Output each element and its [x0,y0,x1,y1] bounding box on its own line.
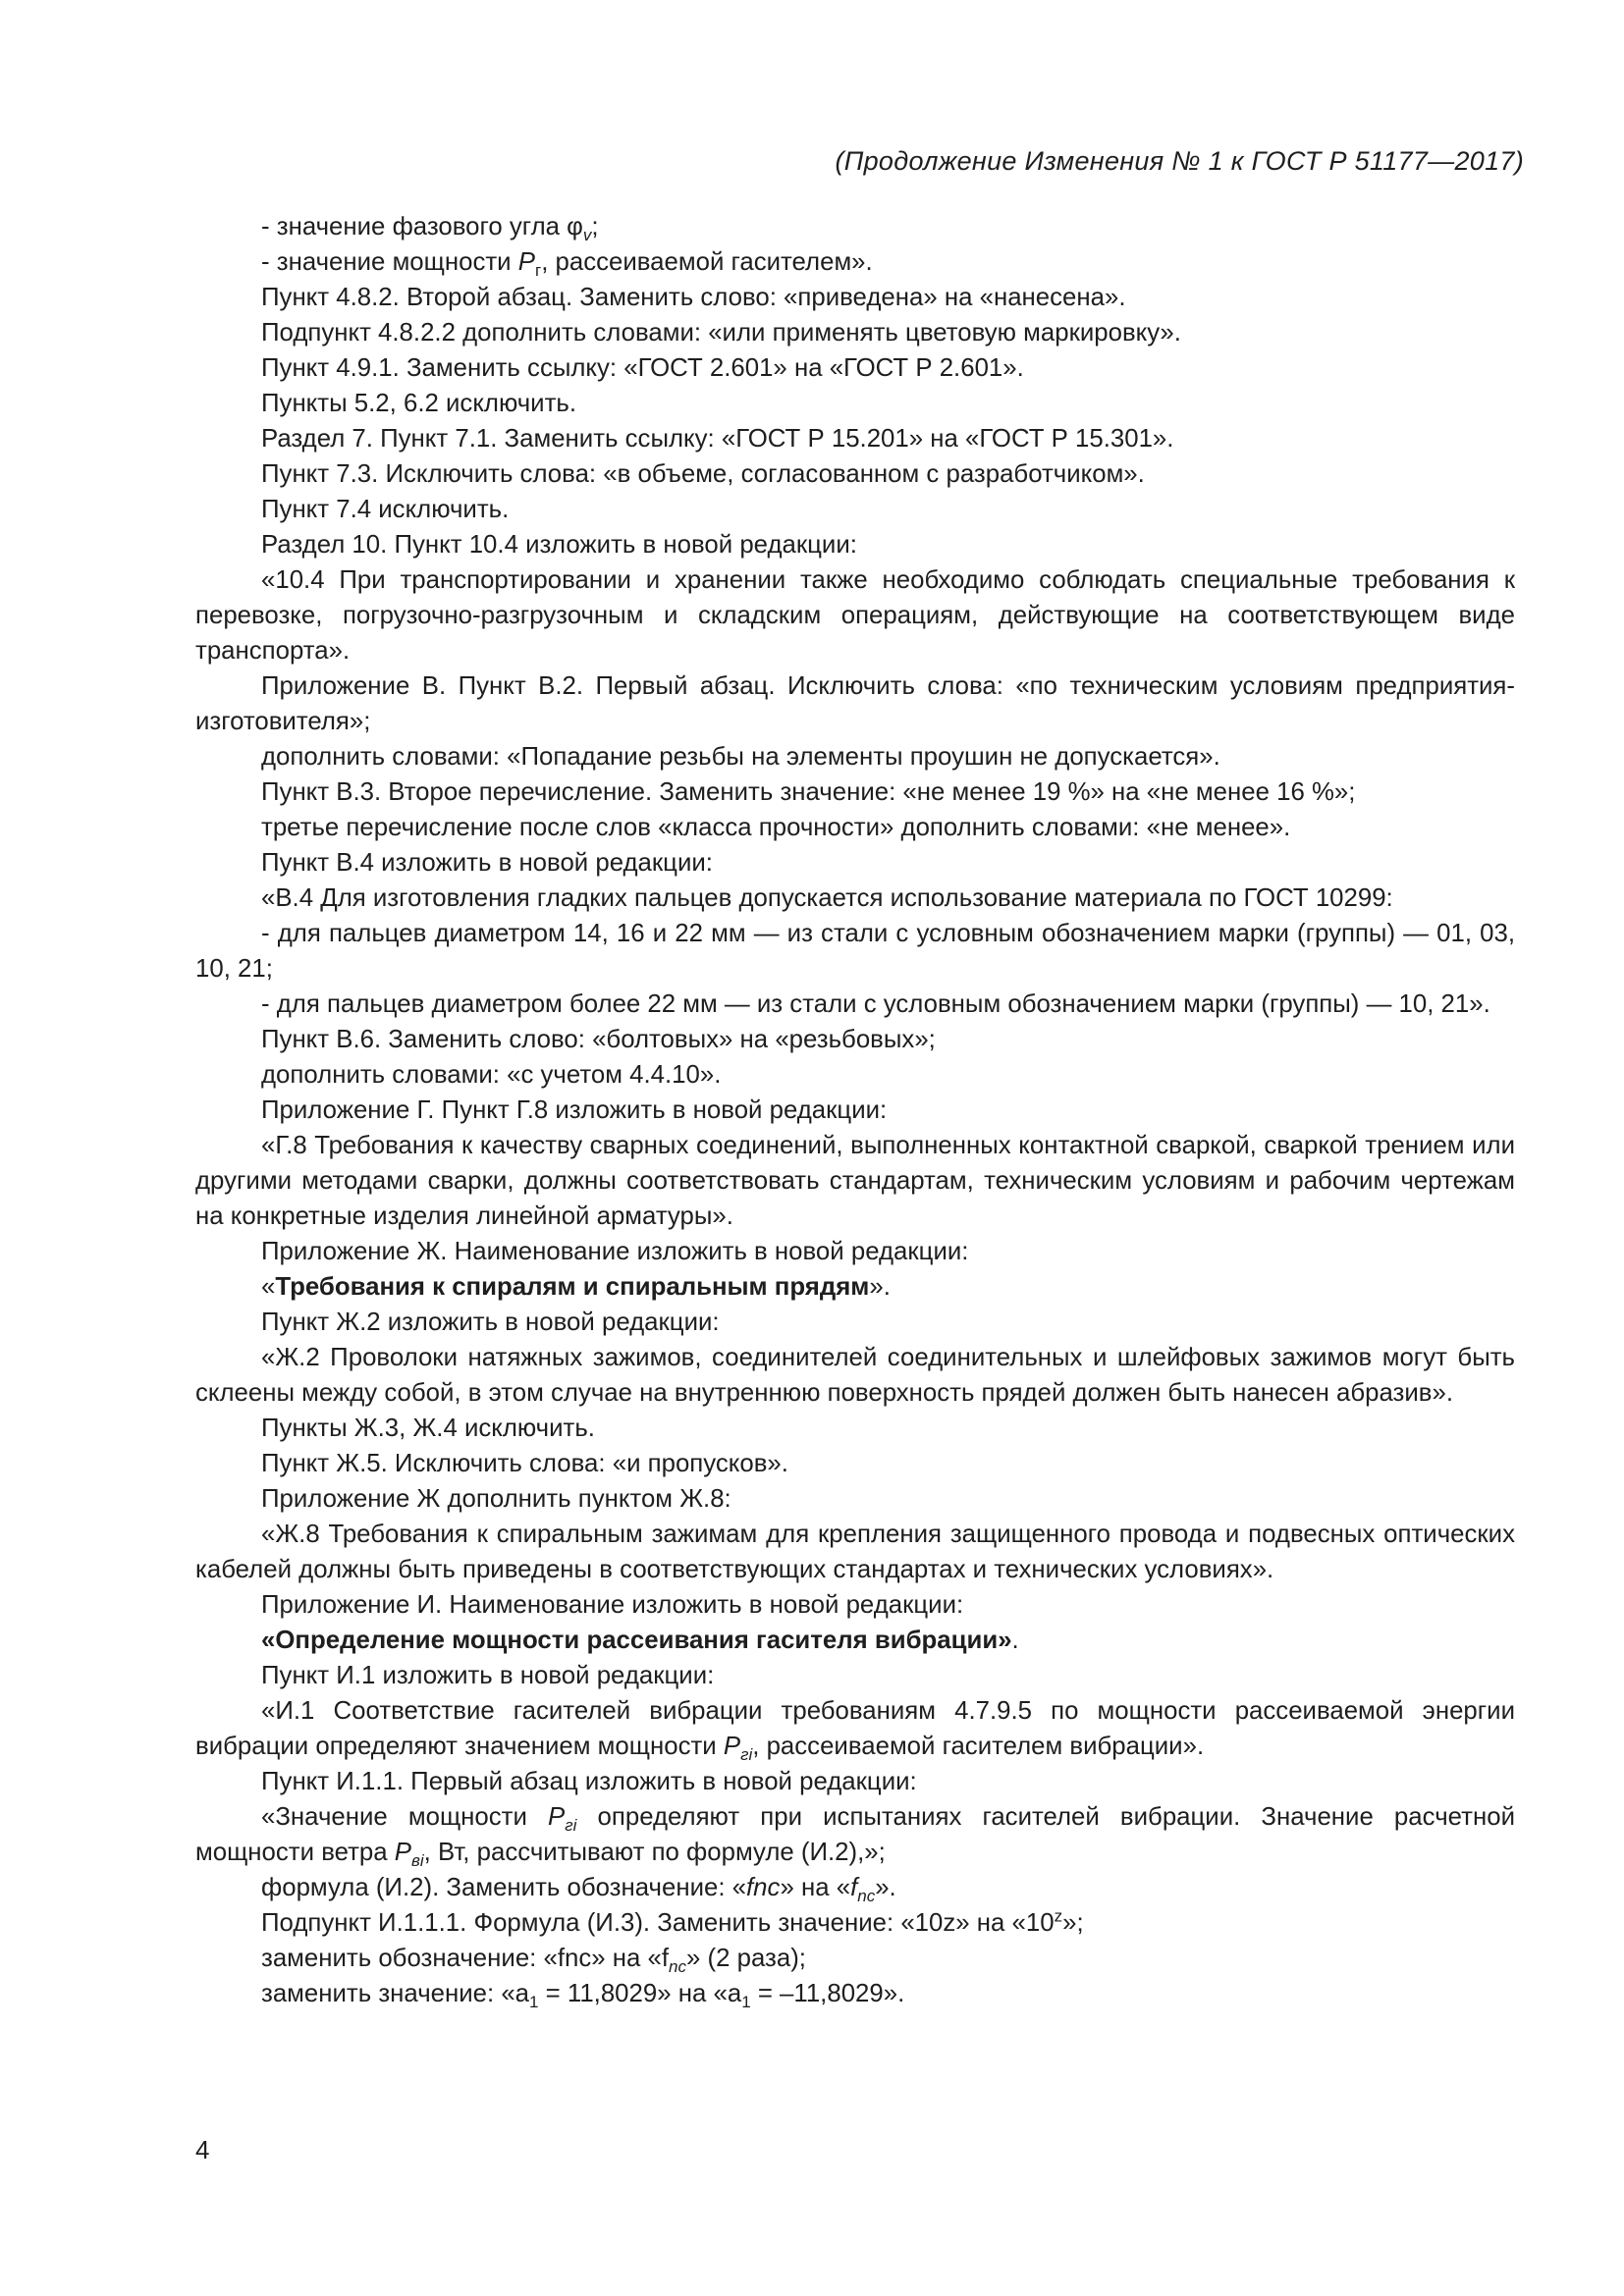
paragraph: «Определение мощности рассеивания гасителя вибрации». [261,1627,1019,1654]
paragraph: Подпункт И.1.1.1. Формула (И.3). Заменить значение: «10z» на «10$^z$»; [261,1906,1084,1937]
paragraph: Пункт И.1.1. Первый абзац изложить в новой редакции: [261,1768,917,1795]
paragraph: Пункт 4.8.2. Второй абзац. Заменить слово: «приведена» на «нанесена». [261,284,1126,311]
paragraph: - значение мощности $P_г$, рассеиваемой гасителем». [261,248,873,281]
paragraph: Приложение В. Пункт В.2. Первый абзац. Исключить слова: «по техническим условиям предприятия-изготовителя»; [195,672,1515,735]
paragraph: «И.1 Соответствие гасителей вибрации требованиям 4.7.9.5 по мощности рассеиваемой энергии вибрации определяют значением мощности $P_{гi}$, рассеиваемой гасителем вибрации». [195,1697,1515,1765]
document-body [195,209,1515,2011]
paragraph: Пункт 7.3. Исключить слова: «в объеме, согласованном с разработчиком». [261,460,1145,488]
paragraph: «Требования к спиралям и спиральным прядям». [261,1273,891,1301]
paragraph: Приложение Г. Пункт Г.8 изложить в новой редакции: [261,1096,888,1124]
paragraph: «Ж.2 Проволоки натяжных зажимов, соединителей соединительных и шлейфовых зажимов могут быть склеены между собой, в этом случае на внутреннюю поверхность прядей должен быть нанесен абразив». [195,1344,1515,1407]
paragraph: Раздел 10. Пункт 10.4 изложить в новой редакции: [261,531,857,559]
paragraph: «10.4 При транспортировании и хранении также необходимо соблюдать специальные требования к перевозке, погрузочно-разгрузочным и складским операциям, действующие на соответствующем виде транспорта». [195,566,1515,665]
paragraph: Пункт В.4 изложить в новой редакции: [261,849,713,877]
paragraph: заменить обозначение: «fnc» на «$f_{nc}$» (2 раза); [261,1945,806,1977]
paragraph: дополнить словами: «с учетом 4.4.10». [261,1061,722,1089]
paragraph: третье перечисление после слов «класса прочности» дополнить словами: «не менее». [261,814,1291,841]
paragraph: «Ж.8 Требования к спиральным зажимам для крепления защищенного провода и подвесных оптических кабелей должны быть приведены в соответствующих стандартах и технических условиях». [195,1521,1515,1583]
paragraph: Пункты 5.2, 6.2 исключить. [261,390,576,417]
paragraph: «Значение мощности $P_{гi}$ определяют при испытаниях гасителей вибрации. Значение расчетной мощности ветра $P_{вi}$, Вт, рассчитывают по формуле (И.2),»; [195,1803,1515,1871]
paragraph: Пункт И.1 изложить в новой редакции: [261,1662,715,1689]
paragraph: дополнить словами: «Попадание резьбы на элементы проушин не допускается». [261,743,1220,771]
running-title: (Продолжение Изменения № 1 к ГОСТ Р 51177—2017) [835,146,1524,176]
paragraph: Приложение И. Наименование изложить в новой редакции: [261,1591,964,1619]
paragraph: формула (И.2). Заменить обозначение: «fnc» на «$f_{nc}$». [261,1874,896,1906]
paragraph: Пункт 7.4 исключить. [261,496,510,523]
paragraph: - значение фазового угла $\varphi_v$; [261,213,599,245]
paragraph: Пункты Ж.3, Ж.4 исключить. [261,1415,595,1442]
paragraph: - для пальцев диаметром более 22 мм — из стали с условным обозначением марки (группы) — 10, 21». [261,990,1490,1018]
paragraph: «В.4 Для изготовления гладких пальцев допускается использование материала по ГОСТ 10299: [261,884,1393,912]
paragraph: Приложение Ж дополнить пунктом Ж.8: [261,1485,731,1513]
paragraph: «Г.8 Требования к качеству сварных соединений, выполненных контактной сваркой, сваркой трением или другими методами сварки, должны соответствовать стандартам, техническим условиям и рабочим чертежам на конкретные изделия линейной арматуры». [195,1132,1515,1230]
paragraph: Раздел 7. Пункт 7.1. Заменить ссылку: «ГОСТ Р 15.201» на «ГОСТ Р 15.301». [261,425,1174,453]
paragraph: Пункт Ж.5. Исключить слова: «и пропусков». [261,1450,788,1477]
page-number: 4 [195,2135,210,2164]
paragraph: Пункт 4.9.1. Заменить ссылку: «ГОСТ 2.601» на «ГОСТ Р 2.601». [261,354,1024,382]
paragraph: Приложение Ж. Наименование изложить в новой редакции: [261,1238,969,1265]
paragraph: Пункт В.6. Заменить слово: «болтовых» на «резьбовых»; [261,1026,936,1053]
paragraph: Пункт Ж.2 изложить в новой редакции: [261,1308,720,1336]
paragraph: Подпункт 4.8.2.2 дополнить словами: «или применять цветовую маркировку». [261,319,1181,347]
paragraph: заменить значение: «$a_1 = 11,8029$» на «$a_1 = -11,8029$». [261,1980,905,2012]
paragraph: - для пальцев диаметром 14, 16 и 22 мм — из стали с условным обозначением марки (группы) — 01, 03, 10, 21; [195,920,1515,983]
paragraph: Пункт В.3. Второе перечисление. Заменить значение: «не менее 19 %» на «не менее 16 %»; [261,778,1356,806]
